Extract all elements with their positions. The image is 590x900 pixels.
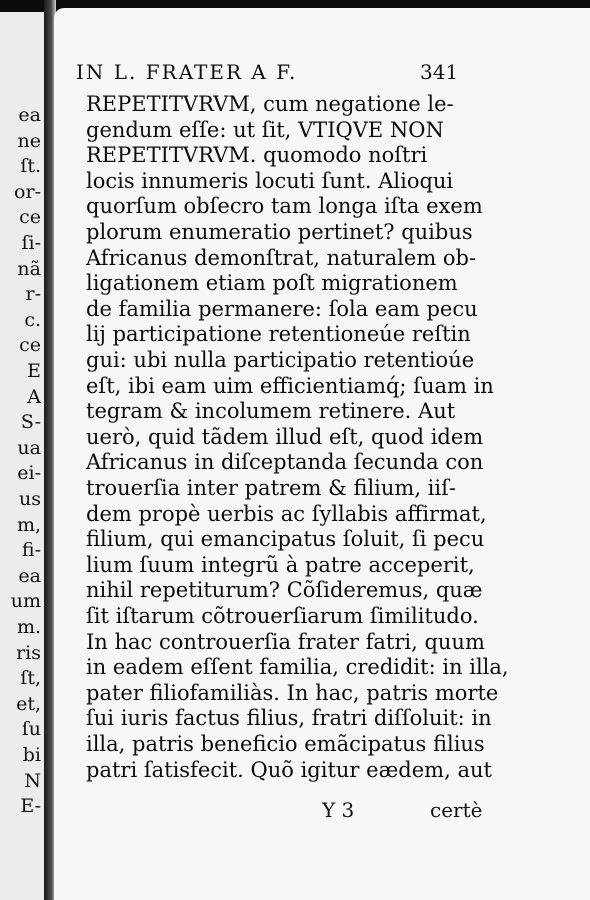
left-page-fragment: bi [22, 744, 41, 766]
left-page-fragment: ei- [17, 462, 41, 485]
text-line: plorum enumeratio pertinet? quibus [86, 220, 473, 244]
text-line: nihil repetiturum? Cõſideremus, quæ [86, 578, 483, 603]
left-page-fragment: c. [24, 308, 41, 331]
left-page-fragment: um [10, 590, 41, 613]
left-page-fragment: E [27, 360, 41, 382]
left-page-fragment: r- [25, 283, 41, 306]
text-line: Africanus in diſceptanda ſecunda con [86, 450, 484, 475]
left-page-fragment: E- [20, 795, 41, 818]
left-page-fragment: ſt. [20, 155, 41, 178]
text-line: ſui iuris factus filius, fratri diſſoluit: in [86, 706, 492, 731]
text-line: eſt, ibi eam uim efficientiamq́; ſuam in [86, 373, 494, 398]
text-line: in eadem eſſent familia, credidit: in illa, [86, 655, 509, 680]
running-title: IN L. FRATER A F. [76, 60, 298, 84]
text-line: filium, qui emancipatus ſoluit, ſi pecu [86, 527, 485, 552]
left-page-fragment: us [19, 488, 41, 510]
text-line: REPETITVRVM, cum negatione le- [86, 92, 454, 116]
text-line: ſit iſtarum cõtrouerſiarum ſimilitudo. [86, 604, 479, 628]
text-line: illa, patris beneficio emãcipatus filius [86, 732, 485, 756]
catchword: certè [430, 798, 483, 822]
left-page-fragment: m, [16, 513, 41, 536]
left-page-fragment: ſt, [20, 667, 41, 690]
page-number: 341 [420, 60, 459, 84]
text-line: trouerſia inter patrem & filium, iiſ- [86, 476, 456, 500]
left-page-fragment: ſi- [21, 232, 41, 254]
left-page-fragment: ua [17, 436, 41, 459]
left-page-fragment: ea [18, 564, 41, 587]
text-line: de familia permanere: ſola eam pecu [86, 296, 478, 321]
left-page-fragment: N [24, 769, 41, 792]
left-page-fragment: m. [16, 616, 41, 638]
text-line: gui: ubi nulla participatio retentioúe [86, 348, 475, 372]
left-page-fragment: ea [18, 104, 41, 126]
text-line: Africanus demonſtrat, naturalem ob- [86, 245, 477, 270]
text-line: tegram & incolumem retinere. Aut [86, 399, 456, 424]
text-line: locis innumeris locuti ſunt. Alioqui [86, 168, 454, 193]
text-line: quorſum obſecro tam longa iſta exem [86, 194, 483, 219]
text-line: uerò, quid tãdem illud eſt, quod idem [86, 424, 484, 449]
left-page-fragment: ris [16, 641, 41, 664]
running-header [76, 60, 476, 84]
left-page-fragment: nã [17, 257, 41, 280]
left-page-fragment: et, [16, 692, 41, 715]
text-line: dem propè uerbis ac ſyllabis affirmat, [86, 501, 487, 526]
text-line: In hac controuerſia frater fatri, quum [86, 629, 485, 654]
text-line: REPETITVRVM. quomodo noſtri [86, 143, 428, 168]
left-page-edge [0, 12, 44, 900]
text-line: lij participatione retentioneúe reſtin [86, 322, 471, 347]
left-page-fragment: ce [19, 206, 41, 229]
left-page-fragment: fi- [21, 539, 41, 562]
signature-mark: Y 3 [322, 798, 355, 822]
left-page-fragment: ſu [21, 718, 41, 741]
left-page-fragment: S- [20, 411, 41, 434]
text-line: patri ſatisfecit. Quõ igitur eædem, aut [86, 757, 492, 782]
text-line: ligationem etiam poſt migrationem [86, 271, 458, 296]
left-page-fragment: A [27, 385, 41, 408]
left-page-fragment: ne [17, 129, 41, 152]
left-page-fragment: ce [19, 334, 41, 357]
text-line: pater filiofamiliàs. In hac, patris morte [86, 680, 499, 705]
text-line: gendum eſſe: ut ſit, VTIQVE NON [86, 117, 444, 142]
text-line: lium ſuum integrũ à patre acceperit, [86, 552, 475, 577]
left-page-fragment: or- [14, 180, 41, 203]
